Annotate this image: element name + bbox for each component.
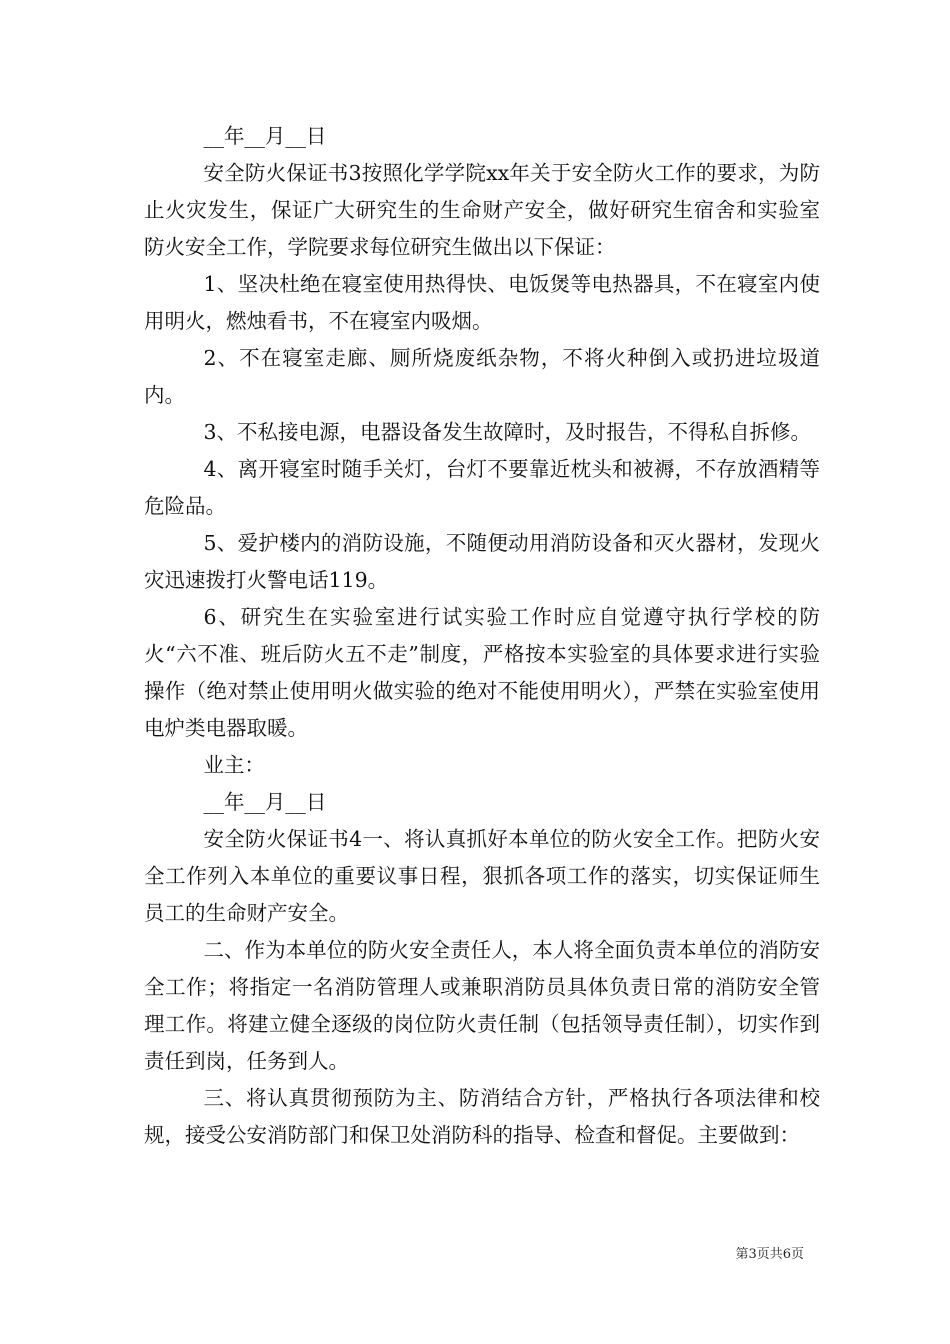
date-line-2: __年__月__日 bbox=[203, 790, 327, 814]
owner-line: 业主： bbox=[203, 753, 265, 777]
paragraph-item-4: 4、离开寝室时随手关灯，台灯不要靠近枕头和被褥，不存放酒精等危险品。 bbox=[144, 457, 820, 518]
paragraph-item-2: 2、不在寝室走廊、厕所烧废纸杂物，不将火种倒入或扔进垃圾道内。 bbox=[144, 346, 820, 407]
paragraph-intro-3: 安全防火保证书3按照化学学院xx年关于安全防火工作的要求，为防止火灾发生，保证广大研究生的生命财产安全，做好研究生宿舍和实验室防火安全工作，学院要求每位研究生做出以下保证： bbox=[144, 161, 820, 259]
paragraph-section-3: 三、将认真贯彻预防为主、防消结合方针，严格执行各项法律和校规，接受公安消防部门和保卫处消防科的指导、检查和督促。主要做到： bbox=[144, 1086, 820, 1147]
page-number: 第3页共6页 bbox=[735, 1247, 804, 1262]
date-line: __年__月__日 bbox=[203, 124, 327, 148]
paragraph-item-1: 1、坚决杜绝在寝室使用热得快、电饭煲等电热器具，不在寝室内使用明火，燃烛看书，不在寝室内吸烟。 bbox=[144, 272, 820, 333]
paragraph-item-3: 3、不私接电源，电器设备发生故障时，及时报告，不得私自拆修。 bbox=[203, 420, 811, 444]
paragraph-item-5: 5、爱护楼内的消防设施，不随便动用消防设备和灭火器材，发现火灾迅速拨打火警电话119。 bbox=[144, 531, 820, 592]
document-body bbox=[144, 118, 820, 1154]
paragraph-intro-4: 安全防火保证书4一、将认真抓好本单位的防火安全工作。把防火安全工作列入本单位的重要议事日程，狠抓各项工作的落实，切实保证师生员工的生命财产安全。 bbox=[144, 827, 820, 925]
paragraph-item-6: 6、研究生在实验室进行试实验工作时应自觉遵守执行学校的防火“六不准、班后防火五不走”制度，严格按本实验室的具体要求进行实验操作（绝对禁止使用明火做实验的绝对不能使用明火），严禁在实验室使用电炉类电器取暖。 bbox=[144, 605, 820, 740]
paragraph-section-2: 二、作为本单位的防火安全责任人，本人将全面负责本单位的消防安全工作；将指定一名消防管理人或兼职消防员具体负责日常的消防安全管理工作。将建立健全逐级的岗位防火责任制（包括领导责任制），切实作到责任到岗，任务到人。 bbox=[144, 938, 820, 1073]
